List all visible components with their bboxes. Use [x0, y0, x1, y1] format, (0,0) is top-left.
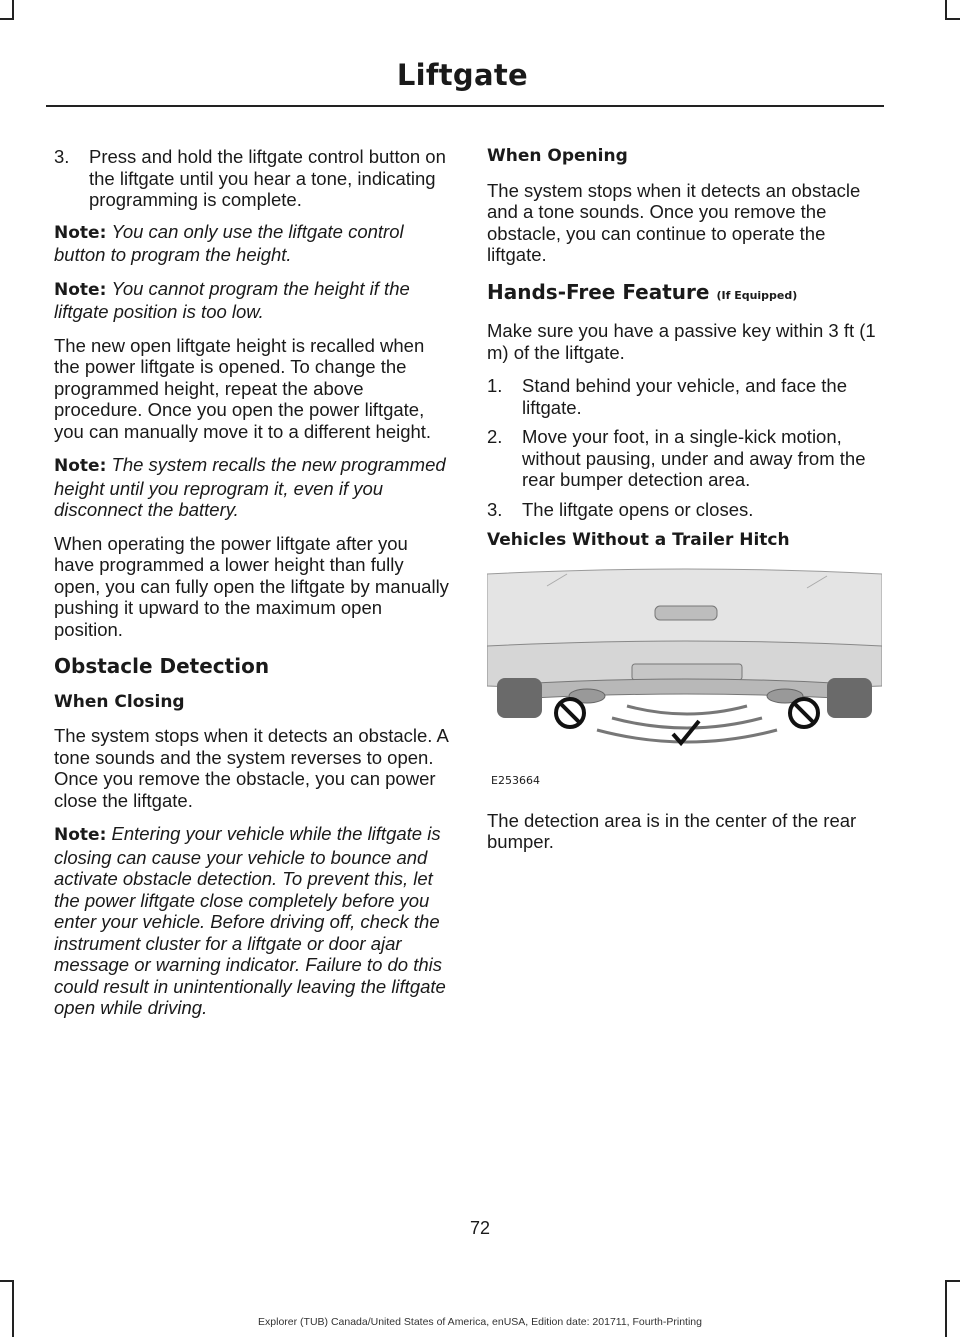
list-item: [487, 426, 882, 491]
note-text: You cannot program the height if the liftgate position is too low.: [54, 277, 410, 322]
figure-code: E253664: [491, 774, 540, 787]
list-item: [487, 499, 882, 521]
crop-mark-top-left-v: [12, 0, 14, 20]
note-text: The system recalls the new programmed height until you reprogram it, even if you disconnect the battery.: [54, 454, 446, 520]
body-paragraph: The detection area is in the center of the rear bumper.: [487, 809, 857, 852]
crop-mark-bottom-right-v: [945, 1280, 947, 1337]
note: [54, 221, 449, 266]
step-text: Stand behind your vehicle, and face the liftgate.: [522, 375, 848, 418]
crop-mark-bottom-left-h: [0, 1280, 14, 1282]
step-number: 3.: [54, 146, 70, 167]
note: [54, 454, 449, 521]
subheading-when-closing: When Closing: [54, 691, 185, 712]
header-rule: [46, 105, 884, 107]
body-paragraph: Make sure you have a passive key within 3 ft (1 m) of the liftgate.: [487, 320, 876, 363]
note-text: You can only use the liftgate control button to program the height.: [54, 220, 404, 265]
step-text: Press and hold the liftgate control button on the liftgate until you hear a tone, indicating programming is complete.: [89, 146, 446, 210]
step-list-continued: [54, 146, 449, 211]
step-number: 1.: [487, 375, 503, 396]
list-item: [487, 375, 882, 418]
heading-text: Hands-Free Feature: [487, 279, 710, 304]
crop-mark-top-left-h: [0, 18, 14, 20]
right-column: [487, 146, 882, 865]
note-label: Note:: [54, 279, 107, 300]
vehicle-rear-drawing: [487, 566, 882, 794]
prohibition-icon: [553, 696, 587, 730]
body-paragraph: When operating the power liftgate after you have programmed a lower height than fully open, you can fully open the liftgate by manually pushing it upward to the maximum open position.: [54, 532, 449, 640]
body-paragraph: The system stops when it detects an obstacle and a tone sounds. Once you remove the obstacle, you can continue to operate the liftgate.: [487, 179, 861, 265]
note-label: Note:: [54, 222, 107, 243]
if-equipped-tag: (If Equipped): [716, 288, 798, 302]
footer-edition-text: Explorer (TUB) Canada/United States of America, enUSA, Edition date: 201711, Fourth-Printing: [258, 1316, 702, 1328]
list-item: [54, 146, 449, 211]
subheading-without-trailer-hitch: Vehicles Without a Trailer Hitch: [487, 530, 790, 550]
note: [54, 278, 449, 323]
step-text: Move your foot, in a single-kick motion, without pausing, under and away from the rear bumper detection area.: [522, 426, 866, 490]
left-column: [54, 146, 449, 1031]
note-text: Entering your vehicle while the liftgate is closing can cause your vehicle to bounce and activate obstacle detection. To prevent this, let the power liftgate close completely before you enter your vehicle. Before driving off, check the instrument cluster for a liftgate or door ajar message or warning indicator. Failure to do this could result in unintentionally leaving the liftgate open while driving.: [54, 823, 446, 1018]
step-list: [487, 375, 882, 520]
crop-mark-top-right-h: [945, 18, 960, 20]
note-label: Note:: [54, 456, 107, 476]
body-paragraph: The new open liftgate height is recalled when the power liftgate is opened. To change the programmed height, repeat the above procedure. Once you open the power liftgate, you can manually move it to a different height.: [54, 334, 432, 442]
section-heading-hands-free: [487, 279, 882, 307]
step-number: 2.: [487, 426, 503, 447]
note-label: Note:: [54, 825, 107, 845]
step-text: The liftgate opens or closes.: [522, 498, 754, 520]
note: [54, 823, 449, 1019]
prohibition-icon: [787, 696, 821, 730]
page-number: 72: [469, 1218, 491, 1238]
crop-mark-top-right-v: [945, 0, 947, 20]
rear-bumper-illustration: [487, 566, 882, 794]
checkmark-icon: [669, 716, 703, 750]
subheading-when-opening: When Opening: [487, 146, 628, 166]
crop-mark-bottom-left-v: [12, 1280, 14, 1337]
crop-mark-bottom-right-h: [945, 1280, 960, 1282]
step-number: 3.: [487, 498, 503, 520]
section-heading-obstacle-detection: Obstacle Detection: [54, 654, 270, 678]
page-title: Liftgate: [396, 58, 528, 92]
body-paragraph: The system stops when it detects an obstacle. A tone sounds and the system reverses to open. Once you remove the obstacle, you can power close the liftgate.: [54, 725, 448, 811]
